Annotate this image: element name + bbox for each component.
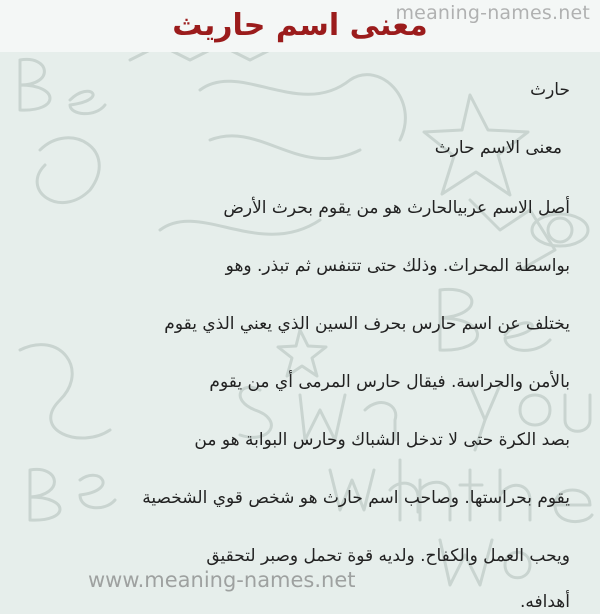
page-title: معنى اسم حاريث	[172, 8, 428, 43]
site-watermark-bottom: www.meaning-names.net	[88, 568, 356, 592]
article-line: يقوم بحراستها. وصاحب اسم حارث هو شخص قوي الشخصية	[142, 488, 570, 508]
article-line: بالأمن والحراسة. فيقال حارس المرمى أي من يقوم	[209, 372, 570, 392]
article-line: يختلف عن اسم حارس بحرف السين الذي يعني الذي يقوم	[164, 314, 570, 334]
site-watermark-top: meaning-names.net	[395, 2, 590, 24]
article-line: بصد الكرة حتى لا تدخل الشباك وحارس البوابة هو من	[194, 430, 570, 450]
article-line: بواسطة المحراث. وذلك حتى تتنفس ثم تبذر. وهو	[225, 256, 570, 276]
article-line: معنى الاسم حارث	[434, 138, 562, 158]
article-line: حارث	[530, 80, 570, 100]
article-line: أصل الاسم عربيالحارث هو من يقوم بحرث الأرض	[223, 198, 570, 218]
article-line: أهدافه.	[520, 592, 570, 612]
article-line: ويحب العمل والكفاح. ولديه قوة تحمل وصبر لتحقيق	[206, 546, 570, 566]
